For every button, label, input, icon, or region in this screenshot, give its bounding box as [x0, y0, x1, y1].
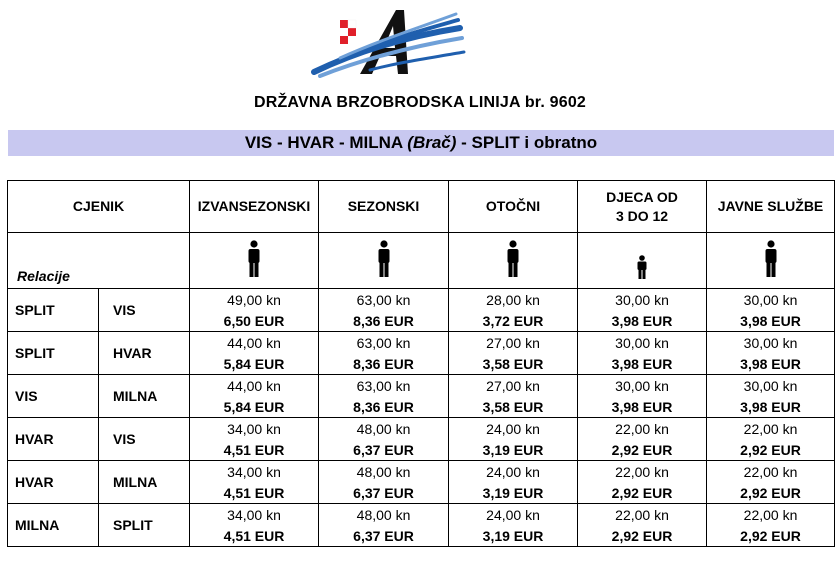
fare-row-kn: [8, 375, 835, 397]
fare-row-kn: [8, 332, 835, 354]
price-kn: 30,00 kn: [578, 289, 707, 311]
child-person-icon: [636, 255, 648, 279]
price-kn: 30,00 kn: [578, 332, 707, 354]
route-banner: [8, 130, 834, 156]
price-eur: 2,92 EUR: [707, 482, 835, 504]
price-eur: 3,98 EUR: [578, 353, 707, 375]
price-eur: 5,84 EUR: [190, 396, 319, 418]
price-eur: 2,92 EUR: [578, 482, 707, 504]
icon-cell: [707, 233, 835, 289]
price-kn: 22,00 kn: [707, 504, 835, 526]
price-eur: 8,36 EUR: [319, 396, 449, 418]
price-kn: 24,00 kn: [449, 504, 578, 526]
price-table: [7, 180, 835, 547]
route-origin: HVAR: [8, 418, 99, 461]
company-logo: [300, 6, 470, 78]
price-eur: 8,36 EUR: [319, 310, 449, 332]
price-eur: 3,72 EUR: [449, 310, 578, 332]
price-eur: 6,37 EUR: [319, 525, 449, 547]
adult-person-icon: [505, 240, 521, 278]
adult-person-icon: [246, 240, 262, 278]
price-kn: 49,00 kn: [190, 289, 319, 311]
price-kn: 63,00 kn: [319, 332, 449, 354]
price-kn: 34,00 kn: [190, 461, 319, 483]
price-eur: 6,37 EUR: [319, 482, 449, 504]
route-main: VIS - HVAR - MILNA: [244, 133, 408, 152]
icon-cell: [319, 233, 449, 289]
column-header: OTOČNI: [449, 181, 578, 233]
price-kn: 30,00 kn: [707, 375, 835, 397]
price-eur: 2,92 EUR: [707, 525, 835, 547]
route-destination: SPLIT: [99, 504, 190, 547]
route-origin: MILNA: [8, 504, 99, 547]
adult-person-icon: [763, 240, 779, 278]
column-header-line1: DJECA OD: [606, 188, 678, 205]
price-kn: 27,00 kn: [449, 375, 578, 397]
route-origin: SPLIT: [8, 289, 99, 332]
fare-row-kn: [8, 461, 835, 483]
price-eur: 3,98 EUR: [578, 310, 707, 332]
price-kn: 34,00 kn: [190, 504, 319, 526]
price-eur: 3,98 EUR: [707, 353, 835, 375]
column-header-line2: 3 DO 12: [615, 207, 669, 224]
icon-cell: [578, 233, 707, 289]
price-kn: 24,00 kn: [449, 418, 578, 440]
price-eur: 2,92 EUR: [578, 525, 707, 547]
price-kn: 48,00 kn: [319, 418, 449, 440]
price-kn: 28,00 kn: [449, 289, 578, 311]
price-eur: 2,92 EUR: [578, 439, 707, 461]
price-kn: 22,00 kn: [707, 461, 835, 483]
price-kn: 30,00 kn: [707, 289, 835, 311]
route-island: (Brač): [407, 133, 457, 152]
price-kn: 63,00 kn: [319, 289, 449, 311]
price-eur: 5,84 EUR: [190, 353, 319, 375]
price-kn: 44,00 kn: [190, 375, 319, 397]
column-header: IZVANSEZONSKI: [190, 181, 319, 233]
price-kn: 48,00 kn: [319, 504, 449, 526]
price-eur: 4,51 EUR: [190, 439, 319, 461]
price-eur: 3,98 EUR: [707, 310, 835, 332]
relations-label: Relacije: [8, 233, 190, 289]
price-kn: 22,00 kn: [578, 418, 707, 440]
icon-row: [8, 233, 835, 289]
price-kn: 22,00 kn: [578, 461, 707, 483]
price-eur: 6,37 EUR: [319, 439, 449, 461]
cjenik-header: CJENIK: [8, 181, 190, 233]
route-destination: MILNA: [99, 375, 190, 418]
icon-cell: [190, 233, 319, 289]
price-eur: 3,19 EUR: [449, 482, 578, 504]
icon-cell: [449, 233, 578, 289]
price-kn: 27,00 kn: [449, 332, 578, 354]
price-kn: 63,00 kn: [319, 375, 449, 397]
column-header: [578, 181, 707, 233]
price-eur: 3,58 EUR: [449, 396, 578, 418]
price-eur: 4,51 EUR: [190, 525, 319, 547]
route-destination: VIS: [99, 418, 190, 461]
route-tail: - SPLIT i obratno: [456, 133, 598, 152]
fare-row-kn: [8, 289, 835, 311]
price-kn: 24,00 kn: [449, 461, 578, 483]
header-row: [8, 181, 835, 233]
price-eur: 8,36 EUR: [319, 353, 449, 375]
route-origin: VIS: [8, 375, 99, 418]
price-kn: 30,00 kn: [578, 375, 707, 397]
price-eur: 3,98 EUR: [707, 396, 835, 418]
price-kn: 22,00 kn: [707, 418, 835, 440]
price-kn: 30,00 kn: [707, 332, 835, 354]
price-kn: 44,00 kn: [190, 332, 319, 354]
price-eur: 3,58 EUR: [449, 353, 578, 375]
price-kn: 22,00 kn: [578, 504, 707, 526]
route-destination: VIS: [99, 289, 190, 332]
fare-row-kn: [8, 418, 835, 440]
route-origin: SPLIT: [8, 332, 99, 375]
checkerboard-emblem: [340, 20, 356, 44]
price-kn: 48,00 kn: [319, 461, 449, 483]
price-eur: 3,98 EUR: [578, 396, 707, 418]
price-kn: 34,00 kn: [190, 418, 319, 440]
fare-row-kn: [8, 504, 835, 526]
price-eur: 6,50 EUR: [190, 310, 319, 332]
price-eur: 3,19 EUR: [449, 525, 578, 547]
price-eur: 2,92 EUR: [707, 439, 835, 461]
line-title: DRŽAVNA BRZOBRODSKA LINIJA br. 9602: [253, 94, 587, 111]
column-header: SEZONSKI: [319, 181, 449, 233]
price-eur: 3,19 EUR: [449, 439, 578, 461]
adult-person-icon: [376, 240, 392, 278]
column-header: JAVNE SLUŽBE: [707, 181, 835, 233]
route-destination: HVAR: [99, 332, 190, 375]
price-eur: 4,51 EUR: [190, 482, 319, 504]
route-destination: MILNA: [99, 461, 190, 504]
route-origin: HVAR: [8, 461, 99, 504]
